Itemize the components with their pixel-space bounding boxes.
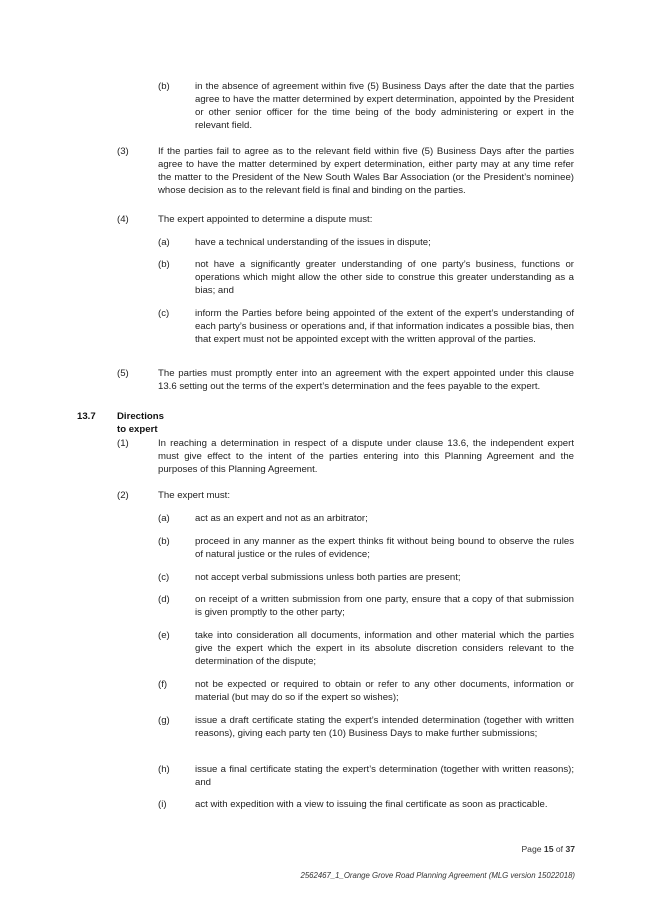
item-label: (c) — [158, 308, 170, 319]
item-label: (i) — [158, 799, 167, 810]
page-number — [521, 843, 575, 856]
item-text: In reaching a determination in respect of a dispute under clause 13.6, the independent expert must give effect to the intent of the parties entering into this Planning Agreement and the purposes of this Planning Agreement. — [158, 438, 574, 475]
page-prefix: Page — [521, 844, 544, 854]
item-label: (e) — [158, 630, 170, 641]
item-label: (f) — [158, 679, 168, 690]
document-reference: 2562467_1_Orange Grove Road Planning Agreement (MLG version 15022018) — [300, 871, 575, 880]
section-title: Directions to expert — [117, 411, 164, 435]
item-label: (a) — [158, 237, 170, 248]
item-text: act with expedition with a view to issuing the final certificate as soon as practicable. — [195, 799, 548, 810]
item-text: not be expected or required to obtain or refer to any other documents, information or material (but may do so if the expert so wishes); — [195, 679, 574, 703]
item-text: act as an expert and not as an arbitrator; — [195, 513, 368, 524]
page-total: 37 — [565, 844, 575, 854]
item-text: not accept verbal submissions unless both parties are present; — [195, 572, 461, 583]
item-text: issue a final certificate stating the expert’s determination (together with written reasons); and — [195, 764, 574, 788]
item-label: (b) — [158, 81, 170, 92]
item-text: proceed in any manner as the expert thinks fit without being bound to observe the rules of natural justice or the rules of evidence; — [195, 536, 574, 560]
item-label: (b) — [158, 259, 170, 270]
item-text: inform the Parties before being appointed of the extent of the expert’s understanding of each party’s business or operations and, if that information indicates a possible bias, then that expert must not be appointed except with the written approval of the parties. — [195, 308, 574, 345]
page-of: of — [553, 844, 566, 854]
item-label: (b) — [158, 536, 170, 547]
item-label: (3) — [117, 146, 129, 157]
item-text: The expert appointed to determine a dispute must: — [158, 214, 373, 225]
item-text: not have a significantly greater understanding of one party’s business, functions or operations which might allow the other side to construe this greater understanding as a bias; and — [195, 259, 574, 296]
item-text: take into consideration all documents, information and other material which the parties give the expert which the expert in its absolute discretion considers relevant to the determination of the dispute; — [195, 630, 574, 667]
item-text: The parties must promptly enter into an agreement with the expert appointed under this clause 13.6 setting out the terms of the expert’s determination and the fees payable to the expert. — [158, 368, 574, 392]
item-label: (g) — [158, 715, 170, 726]
section-number: 13.7 — [77, 411, 96, 422]
item-label: (5) — [117, 368, 129, 379]
item-label: (d) — [158, 594, 170, 605]
item-text: have a technical understanding of the issues in dispute; — [195, 237, 431, 248]
item-text: issue a draft certificate stating the expert’s intended determination (together with written reasons), giving each party ten (10) Business Days to make further submissions; — [195, 715, 574, 739]
item-label: (a) — [158, 513, 170, 524]
item-text: on receipt of a written submission from one party, ensure that a copy of that submission is given promptly to the other party; — [195, 594, 574, 618]
item-label: (1) — [117, 438, 129, 449]
item-text: The expert must: — [158, 490, 230, 501]
item-label: (c) — [158, 572, 170, 583]
item-text: in the absence of agreement within five (5) Business Days after the date that the parties agree to have the matter determined by expert determination, appointed by the President or other senior officer for the time being of the body administering or expert in the relevant field. — [195, 81, 574, 131]
item-text: If the parties fail to agree as to the relevant field within five (5) Business Days after the parties agree to have the matter determined by expert determination, either party may at any time refer the matter to the President of the New South Wales Bar Association (or the President’s nominee) whose decision as to the relevant field is final and binding on the parties. — [158, 146, 574, 196]
item-label: (2) — [117, 490, 129, 501]
item-label: (h) — [158, 764, 170, 775]
item-label: (4) — [117, 214, 129, 225]
page-current: 15 — [543, 844, 554, 854]
